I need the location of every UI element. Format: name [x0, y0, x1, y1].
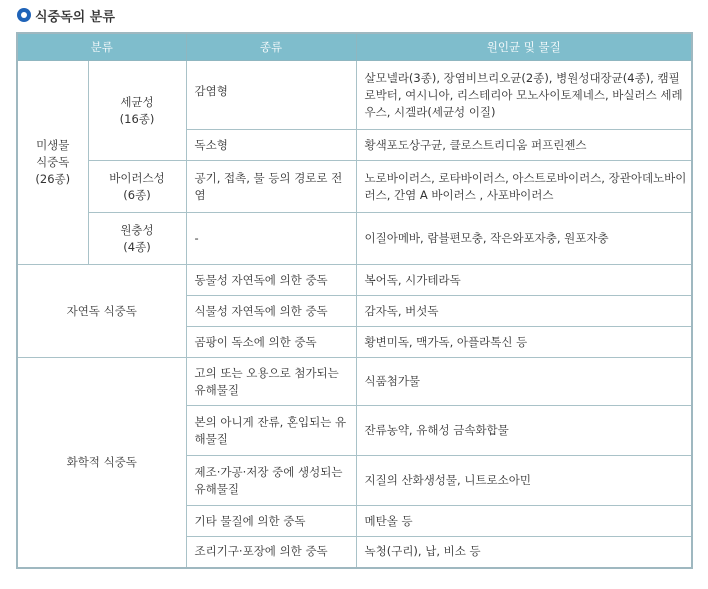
header-agents: 원인균 및 물질	[356, 33, 692, 61]
agents-cell: 황변미독, 맥가독, 아플라톡신 등	[356, 327, 692, 358]
microbial-label	[17, 61, 88, 265]
viral-label-line: 바이러스성	[109, 170, 165, 185]
type-cell: 본의 아니게 잔류, 혼입되는 유해물질	[186, 406, 356, 456]
protozoa-label	[88, 213, 186, 265]
header-category: 분류	[17, 33, 186, 61]
type-cell: 동물성 자연독에 의한 중독	[186, 265, 356, 296]
type-cell: 감염형	[186, 61, 356, 130]
protozoa-label-line: (4종)	[123, 239, 151, 254]
header-type: 종류	[186, 33, 356, 61]
header-row	[17, 33, 692, 61]
natural-label: 자연독 식중독	[17, 265, 186, 358]
table-row	[17, 161, 692, 213]
type-cell: 조리기구·포장에 의한 중독	[186, 537, 356, 568]
type-cell: 식물성 자연독에 의한 중독	[186, 296, 356, 327]
table-row	[17, 265, 692, 296]
agents-cell: 이질아메바, 람블편모충, 작은와포자충, 원포자충	[356, 213, 692, 265]
agents-cell: 메탄올 등	[356, 506, 692, 537]
agents-cell: 노로바이러스, 로타바이러스, 아스트로바이러스, 장관아데노바이러스, 간염 A 바이러스 , 사포바이러스	[356, 161, 692, 213]
viral-label-line: (6종)	[123, 187, 151, 202]
agents-cell: 지질의 산화생성물, 니트로소아민	[356, 456, 692, 506]
table-row	[17, 358, 692, 406]
microbial-label-line: 식중독	[36, 155, 70, 169]
microbial-label-line: (26종)	[35, 172, 71, 186]
title-text: 식중독의 분류	[35, 9, 115, 25]
agents-cell: 식품첨가물	[356, 358, 692, 406]
type-cell: 공기, 접촉, 물 등의 경로로 전염	[186, 161, 356, 213]
page-title	[17, 6, 115, 24]
viral-label	[88, 161, 186, 213]
type-cell: 고의 또는 오용으로 첨가되는 유해물질	[186, 358, 356, 406]
type-cell: -	[186, 213, 356, 265]
bacterial-label	[88, 61, 186, 161]
table-row	[17, 213, 692, 265]
table-row	[17, 61, 692, 130]
bacterial-label-line: 세균성	[120, 94, 154, 109]
type-cell: 독소형	[186, 130, 356, 161]
bacterial-label-line: (16종)	[119, 111, 155, 126]
microbial-label-line: 미생물	[36, 138, 70, 152]
agents-cell: 황색포도상구균, 클로스트리디움 퍼프린젠스	[356, 130, 692, 161]
agents-cell: 복어독, 시가테라독	[356, 265, 692, 296]
agents-cell: 잔류농약, 유해성 금속화합물	[356, 406, 692, 456]
classification-table	[16, 32, 693, 569]
agents-cell: 감자독, 버섯독	[356, 296, 692, 327]
type-cell: 기타 물질에 의한 중독	[186, 506, 356, 537]
type-cell: 곰팡이 독소에 의한 중독	[186, 327, 356, 358]
protozoa-label-line: 원충성	[120, 222, 154, 237]
agents-cell: 살모넬라(3종), 장염비브리오균(2종), 병원성대장균(4종), 캠필로박터, 여시니아, 리스테리아 모노사이토제네스, 바실러스 세레우스, 시겔라(세균성 이질)	[356, 61, 692, 130]
chemical-label: 화학적 식중독	[17, 358, 186, 568]
bullet-circle-icon	[17, 8, 31, 22]
agents-cell: 녹청(구리), 납, 비소 등	[356, 537, 692, 568]
type-cell: 제조·가공·저장 중에 생성되는 유해물질	[186, 456, 356, 506]
